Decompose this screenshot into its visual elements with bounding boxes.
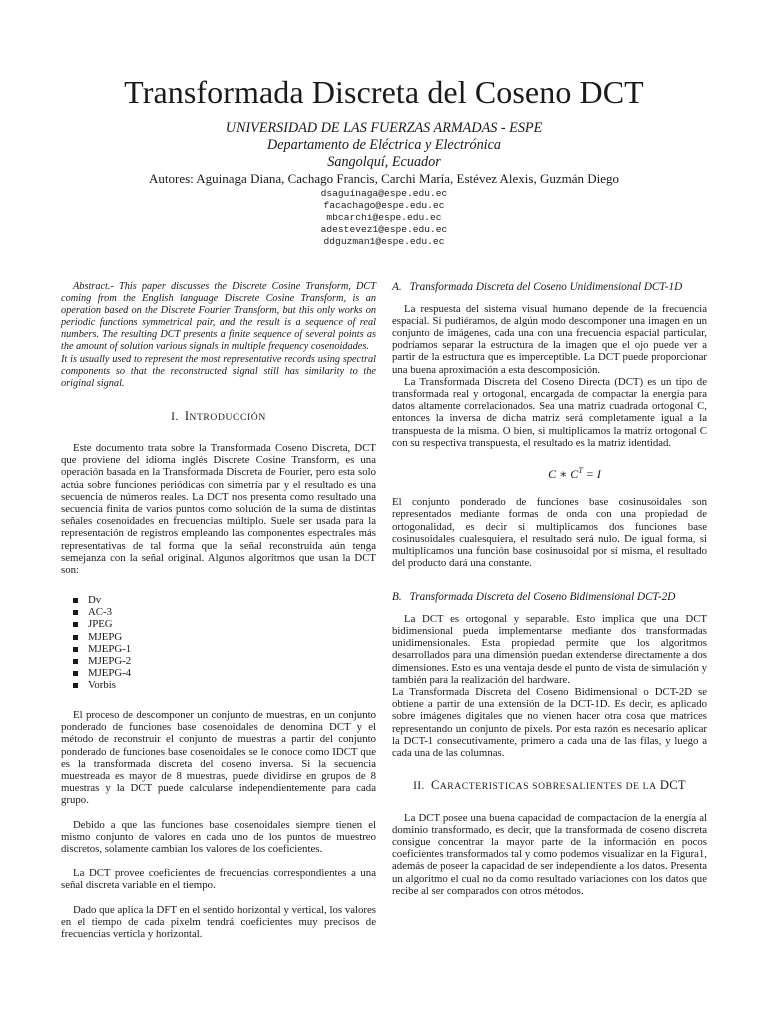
university-name: UNIVERSIDAD DE LAS FUERZAS ARMADAS - ESPE — [225, 120, 543, 136]
author-email[interactable]: ddguzman1@espe.edu.ec — [323, 236, 445, 247]
section-title-rest: NTRODUCCIÓN — [189, 411, 266, 423]
subsection-heading-dct-2d — [392, 591, 707, 605]
subsection-title: Transformada Discreta del Coseno Unidimensional DCT-1D — [409, 281, 683, 293]
body-paragraph: La respuesta del sistema visual humano depende de la frecuencia espacial. Si pudiéramos, de algún modo descomponer una imagen en un conjunto de imágenes, cada una con una frecuencia espacial particular, podríamos separar la estructura de la imagen que el ojo puede ver a partir de la estructura que es imperceptible. La DCT puede proporcionar una buena aproximación a esta descomposición. — [392, 302, 707, 376]
author-email[interactable]: facachago@espe.edu.ec — [323, 200, 445, 211]
body-paragraph: La DCT provee coeficientes de frecuencias correspondientes a una señal discreta variable en el tiempo. — [61, 867, 376, 892]
list-item — [73, 594, 376, 606]
section-title-initial: I — [184, 408, 190, 423]
list-item-label: Dv — [88, 594, 102, 607]
section-number: II. — [413, 779, 425, 793]
list-item-label: AC-3 — [88, 606, 112, 619]
right-column — [392, 281, 707, 897]
subsection-label: B. — [392, 591, 402, 604]
list-item-label: Vorbis — [88, 678, 116, 691]
section-heading-introduccion — [61, 410, 376, 424]
equation-rhs: = I — [582, 466, 601, 481]
paper-header — [0, 74, 768, 248]
bullet-icon — [73, 610, 78, 615]
body-paragraph: Debido a que las funciones base cosenoidales siempre tienen el mismo conjunto de valores en cada uno de los puntos de muestreo discretos, solamente cambian los valores de los coeficientes. — [61, 818, 376, 856]
author-email[interactable]: dsaguinaga@espe.edu.ec — [320, 188, 448, 199]
location: Sangolquí, Ecuador — [327, 154, 441, 170]
section-title-rest: ARACTERISTICAS SOBRESALIENTES DE LA — [439, 781, 657, 793]
body-paragraph: Este documento trata sobre la Transformada Coseno Discreta, DCT que proviene del idioma inglés Discrete Cosine Transform, es una operación basada en la Transformada Discreta de Fourier, pero esta solo actúa sobre funciones periódicas con simetría par y el resultado es una secuencia de números reales. La DCT nos presenta como resultado una secuencia finita de varios puntos como solución de la suma de distintas señales cosenoidades en frecuencias múltiplo. Suele ser usada para la representación de registros empleando las componentes espectrales más representativas de tal forma que la señal reconstruida aún tenga semejanza con la señal original. Algunos algoritmos que usan la DCT son: — [61, 442, 376, 577]
paper-title: Transformada Discreta del Coseno DCT — [124, 74, 644, 110]
body-paragraph: La Transformada Discreta del Coseno Bidimensional o DCT-2D se obtiene a partir de una extensión de la DCT-1D. Es decir, es aplicado sobre imágenes digitales que no vienen hacer otra cosa que matrices representando un conjunto de pixels. Por esta razón es necesario aplicar la DCT-1 consecutivamente, primero a cada una de las filas, y luego a cada una de las columnas. — [392, 686, 707, 760]
author-list: Autores: Aguinaga Diana, Cachago Francis, Carchi María, Estévez Alexis, Guzmán Diego — [148, 171, 620, 186]
list-item — [73, 631, 376, 643]
abstract-paragraph: It is usually used to represent the most representative records using spectral components so that the reconstructed signal still has similarity to the original signal. — [61, 353, 376, 389]
subsection-heading-dct-1d — [392, 281, 707, 295]
bullet-icon — [73, 671, 78, 676]
author-email[interactable]: mbcarchi@espe.edu.ec — [326, 212, 442, 223]
equation-lhs: C ∗ C — [548, 466, 579, 481]
equation-superscript: T — [578, 465, 583, 475]
department-name: Departamento de Eléctrica y Electrónica — [266, 137, 502, 153]
list-item-label: MJEPG-2 — [88, 654, 132, 667]
list-item — [73, 667, 376, 679]
email-list — [0, 188, 768, 248]
body-paragraph: La Transformada Discreta del Coseno Directa (DCT) es un tipo de transformada real y ortogonal, encargada de compactar la energía para datos altamente correlacionados. Sea una matriz cuadrada ortogonal C, entonces la inversa de dicha matriz será completamente igual a la transpuesta de la misma. O bien, si multiplicamos la matriz ortogonal C con su respectiva transpuesta, el resultado es la matriz identidad. — [392, 375, 707, 449]
body-paragraph: La DCT es ortogonal y separable. Esto implica que una DCT bidimensional pueda implementarse mediante dos transformadas unidimensionales. Esta propiedad permite que los algoritmos desarrollados para una dimensión puedan extenderse directamente a dos dimensiones. Esto es una ventaja desde el punto de vista de simulación y también para la realización del hardware. — [392, 612, 707, 686]
author-email[interactable]: adestevez1@espe.edu.ec — [320, 224, 448, 235]
algorithm-list — [73, 594, 376, 691]
list-item — [73, 655, 376, 667]
bullet-icon — [73, 647, 78, 652]
section-number: I. — [171, 409, 179, 423]
list-item-label: JPEG — [88, 618, 113, 631]
list-item — [73, 606, 376, 618]
section-title-tail: DCT — [659, 778, 686, 793]
subsection-title: Transformada Discreta del Coseno Bidimensional DCT-2D — [409, 591, 676, 604]
section-title-initial: C — [431, 778, 440, 793]
list-item — [73, 643, 376, 655]
list-item-label: MJEPG — [88, 630, 123, 643]
body-paragraph: El proceso de descomponer un conjunto de muestras, en un conjunto ponderado de funciones base cosenoidales de denomina DCT y el método de reconstruir el conjunto de muestras a partir del conjunto ponderado de funciones base cosenoidales se le conoce como IDCT que es la transformada discreta del coseno inversa. Si la secuencia muestreada es mayor de 8 muestras, puede dividirse en grupos de 8 muestras y la DCT puede calcularse independientemente para cada grupo. — [61, 709, 376, 807]
bullet-icon — [73, 622, 78, 627]
left-column — [61, 281, 376, 940]
subsection-label: A. — [392, 281, 402, 293]
body-paragraph: Dado que aplica la DFT en el sentido horizontal y vertical, los valores en el tiempo de cada pixelm tendrá coeficientes muy precisos de frecuencias vertícla y horizontal. — [61, 903, 376, 941]
identity-equation — [442, 465, 707, 480]
list-item-label: MJEPG-1 — [88, 642, 132, 655]
body-paragraph: El conjunto ponderado de funciones base cosinusoidales son representados mediante formas de onda con una propiedad de ortogonalidad, es decir si multiplicamos dos funciones base cosinusoidales cualesquiera, el resultado será nulo. De igual forma, si multiplicamos una función base cosinusoidal por sí misma, el resultado del producto dará una constante. — [392, 496, 707, 570]
list-item — [73, 618, 376, 630]
body-paragraph: La DCT posee una buena capacidad de compactacíon de la energía al dominio transformado, es decir, que la transformada de coseno discreta consigue concentrar la mayor parte de la información en pocos coeficientes transformados tal y como podemos visualizar en la Figura1, además de poseer la capacidad de ser independiente a los datos. Presenta un algoritmo el cual no da como resultado variaciones con los datos que recibe al ser comparados con otros métodos. — [392, 811, 707, 897]
bullet-icon — [73, 598, 78, 603]
abstract-paragraph: Abstract.- This paper discusses the Discrete Cosine Transform, DCT coming from the English language Discrete Cosine Transform, is an operation based on the Discrete Fourier Transform, but this only works on periodic functions symmetrical pair, and the result is a sequence of real numbers. The resulting DCT presents a finite sequence of several points as the amount of solution various signals in multiple frequency cosenoidades. — [61, 281, 376, 353]
section-heading-caracteristicas — [392, 779, 707, 793]
list-item-label: MJEPG-4 — [88, 666, 132, 679]
bullet-icon — [73, 683, 78, 688]
list-item — [73, 679, 376, 691]
bullet-icon — [73, 635, 78, 640]
bullet-icon — [73, 659, 78, 664]
